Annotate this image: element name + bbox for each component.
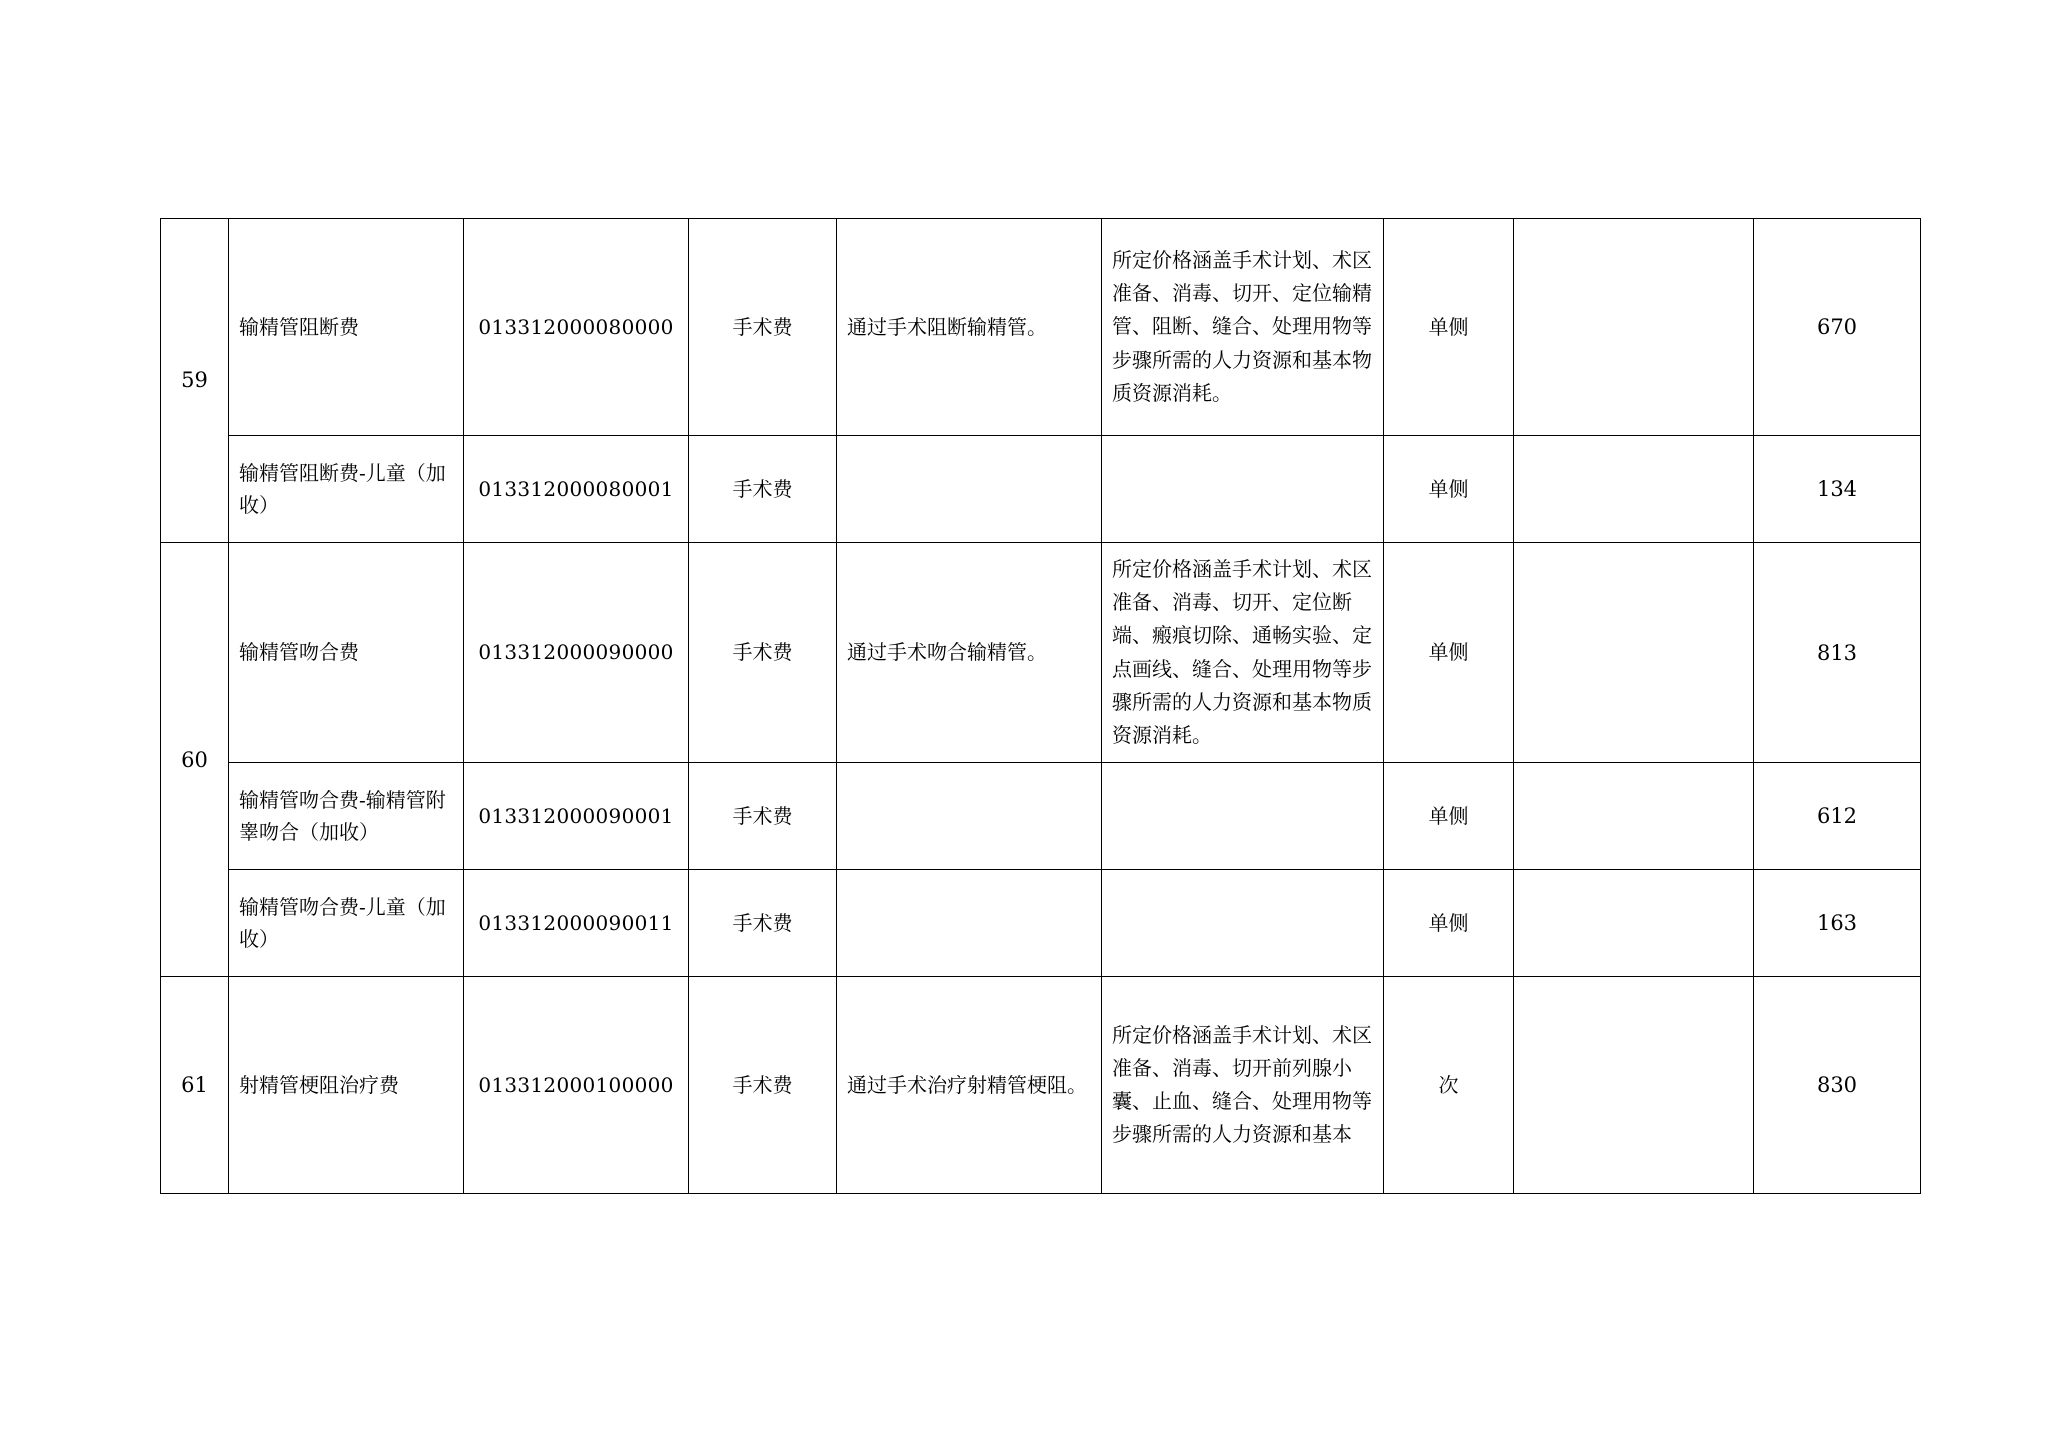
cell-item-unit: 单侧 xyxy=(1384,436,1514,543)
cell-item-description xyxy=(837,763,1102,870)
cell-item-unit: 单侧 xyxy=(1384,870,1514,977)
cell-item-type: 手术费 xyxy=(689,219,837,436)
cell-item-unit: 次 xyxy=(1384,977,1514,1194)
cell-item-description: 通过手术治疗射精管梗阻。 xyxy=(837,977,1102,1194)
cell-item-price: 134 xyxy=(1754,436,1921,543)
table-row xyxy=(161,436,1921,543)
cell-item-code: 013312000100000 xyxy=(464,977,689,1194)
cell-item-name: 输精管阻断费-儿童（加收） xyxy=(229,436,464,543)
cell-item-price: 830 xyxy=(1754,977,1921,1194)
cell-item-type: 手术费 xyxy=(689,543,837,763)
cell-item-note xyxy=(1514,977,1754,1194)
cell-item-code: 013312000080001 xyxy=(464,436,689,543)
cell-item-content xyxy=(1102,763,1384,870)
medical-price-table xyxy=(160,218,1921,1194)
cell-item-note xyxy=(1514,436,1754,543)
cell-item-description: 通过手术吻合输精管。 xyxy=(837,543,1102,763)
cell-item-code: 013312000080000 xyxy=(464,219,689,436)
cell-item-price: 670 xyxy=(1754,219,1921,436)
cell-serial-number: 59 xyxy=(161,219,229,543)
cell-serial-number: 61 xyxy=(161,977,229,1194)
cell-item-content xyxy=(1102,870,1384,977)
cell-item-content xyxy=(1102,436,1384,543)
cell-item-note xyxy=(1514,219,1754,436)
cell-item-name: 输精管阻断费 xyxy=(229,219,464,436)
cell-item-note xyxy=(1514,870,1754,977)
cell-item-name: 输精管吻合费-输精管附睾吻合（加收） xyxy=(229,763,464,870)
cell-serial-number: 60 xyxy=(161,543,229,977)
cell-item-price: 163 xyxy=(1754,870,1921,977)
cell-item-type: 手术费 xyxy=(689,977,837,1194)
cell-item-description xyxy=(837,870,1102,977)
cell-item-note xyxy=(1514,543,1754,763)
price-table-container xyxy=(160,218,1920,1194)
table-row xyxy=(161,543,1921,763)
cell-item-unit: 单侧 xyxy=(1384,543,1514,763)
cell-item-description xyxy=(837,436,1102,543)
table-row xyxy=(161,870,1921,977)
cell-item-note xyxy=(1514,763,1754,870)
cell-item-price: 813 xyxy=(1754,543,1921,763)
cell-item-description: 通过手术阻断输精管。 xyxy=(837,219,1102,436)
table-row xyxy=(161,219,1921,436)
cell-item-unit: 单侧 xyxy=(1384,763,1514,870)
cell-item-content: 所定价格涵盖手术计划、术区准备、消毒、切开、定位输精管、阻断、缝合、处理用物等步骤所需的人力资源和基本物质资源消耗。 xyxy=(1102,219,1384,436)
cell-item-type: 手术费 xyxy=(689,763,837,870)
cell-item-content: 所定价格涵盖手术计划、术区准备、消毒、切开前列腺小囊、止血、缝合、处理用物等步骤所需的人力资源和基本 xyxy=(1102,977,1384,1194)
cell-item-code: 013312000090000 xyxy=(464,543,689,763)
cell-item-content: 所定价格涵盖手术计划、术区准备、消毒、切开、定位断端、瘢痕切除、通畅实验、定点画线、缝合、处理用物等步骤所需的人力资源和基本物质资源消耗。 xyxy=(1102,543,1384,763)
cell-item-unit: 单侧 xyxy=(1384,219,1514,436)
cell-item-name: 射精管梗阻治疗费 xyxy=(229,977,464,1194)
cell-item-price: 612 xyxy=(1754,763,1921,870)
table-body xyxy=(161,219,1921,1194)
cell-item-code: 013312000090001 xyxy=(464,763,689,870)
table-row xyxy=(161,763,1921,870)
cell-item-name: 输精管吻合费-儿童（加收） xyxy=(229,870,464,977)
cell-item-type: 手术费 xyxy=(689,870,837,977)
cell-item-type: 手术费 xyxy=(689,436,837,543)
cell-item-code: 013312000090011 xyxy=(464,870,689,977)
cell-item-name: 输精管吻合费 xyxy=(229,543,464,763)
table-row xyxy=(161,977,1921,1194)
